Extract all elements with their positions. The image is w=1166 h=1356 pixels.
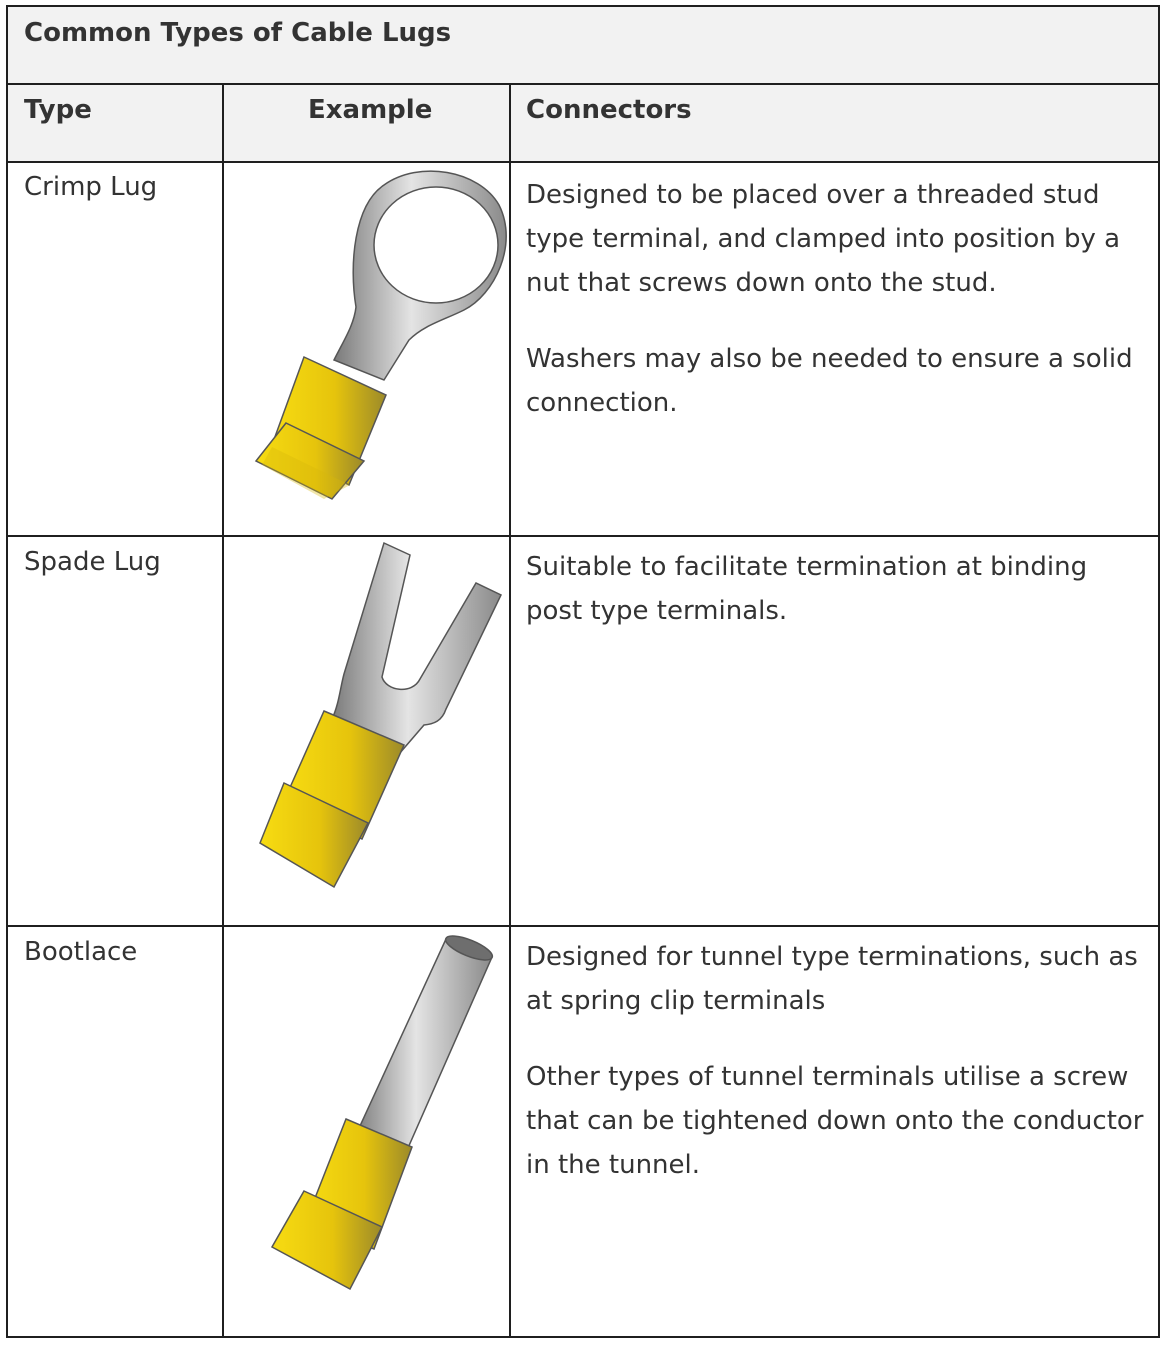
bootlace-ferrule-icon xyxy=(224,929,509,1334)
row-description xyxy=(526,173,1146,457)
ring-terminal-lug-icon xyxy=(224,165,509,533)
description-paragraph: Designed for tunnel type terminations, such as at spring clip terminals xyxy=(526,942,1138,1016)
row-divider xyxy=(8,535,1158,537)
description-paragraph: Suitable to facilitate termination at binding post type terminals. xyxy=(526,552,1088,626)
header-example: Example xyxy=(308,95,433,125)
header-connectors: Connectors xyxy=(526,95,692,125)
row-type-label: Crimp Lug xyxy=(24,172,158,202)
description-paragraph: Other types of tunnel terminals utilise a screw that can be tightened down onto the conductor in the tunnel. xyxy=(526,1062,1144,1180)
table-caption xyxy=(8,7,1158,85)
column-divider xyxy=(509,85,511,1338)
row-description xyxy=(526,545,1146,665)
description-paragraph: Designed to be placed over a threaded stud type terminal, and clamped into position by a nut that screws down onto the stud. xyxy=(526,180,1121,298)
cable-lugs-table xyxy=(6,5,1160,1338)
description-paragraph: Washers may also be needed to ensure a solid connection. xyxy=(526,344,1133,418)
row-divider xyxy=(8,925,1158,927)
header-type: Type xyxy=(24,95,92,125)
table-header-row xyxy=(8,85,1158,163)
spade-terminal-lug-icon xyxy=(224,539,509,923)
row-type-label: Spade Lug xyxy=(24,547,161,577)
table-caption-text: Common Types of Cable Lugs xyxy=(24,18,452,48)
row-description xyxy=(526,935,1146,1219)
row-type-label: Bootlace xyxy=(24,937,138,967)
